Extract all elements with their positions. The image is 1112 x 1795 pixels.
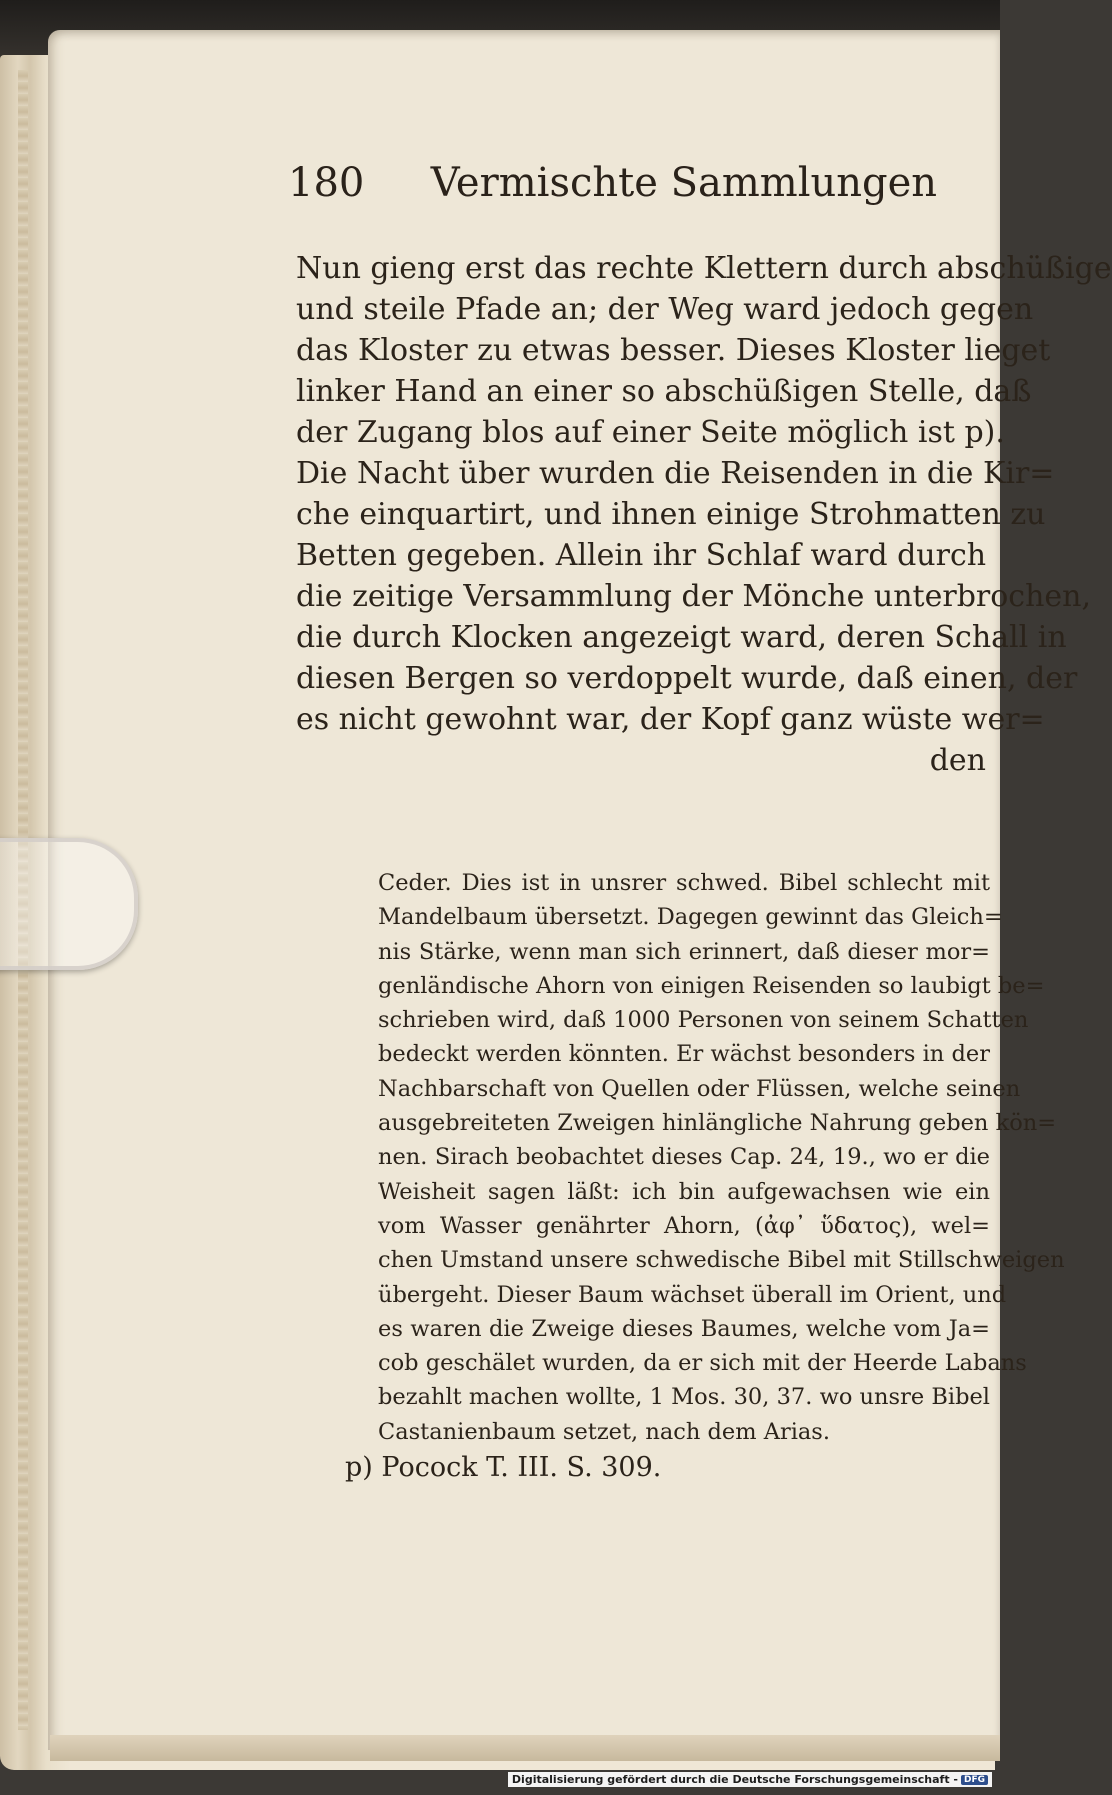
page-number: 180: [288, 160, 365, 206]
footnote: p) Pocock T. III. S. 309.: [345, 1452, 662, 1483]
note-line: schrieben wird, daß 1000 Personen von seinem Schatten: [378, 1007, 1029, 1034]
text-line: den: [929, 743, 986, 778]
note-line: nis Stärke, wenn man sich erinnert, daß dieser mor=: [378, 938, 990, 965]
note-line: genländische Ahorn von einigen Reisenden so laubigt be=: [378, 972, 1045, 999]
note-line: ausgebreiteten Zweigen hinlängliche Nahrung geben kön=: [378, 1110, 1057, 1137]
text-line: und steile Pfade an; der Weg ward jedoch gegen: [296, 292, 1034, 327]
text-line: Nun gieng erst das rechte Klettern durch abschüßige: [296, 251, 1112, 286]
dfg-logo: DFG: [961, 1775, 988, 1785]
note-line: bezahlt machen wollte, 1 Mos. 30, 37. wo unsre Bibel: [378, 1384, 990, 1411]
note-line: Ceder. Dies ist in unsrer schwed. Bibel schlecht mit: [378, 870, 990, 896]
note-line: übergeht. Dieser Baum wächset überall im Orient, und: [378, 1281, 1007, 1308]
note-line: Weisheit sagen läßt: ich bin aufgewachsen wie ein: [378, 1178, 990, 1205]
text-line: der Zugang blos auf einer Seite möglich ist p).: [296, 415, 1005, 450]
text-line: linker Hand an einer so abschüßigen Stelle, daß: [296, 374, 1032, 409]
page-bottom-edge: [50, 1735, 1000, 1761]
running-title: Vermischte Sammlungen: [430, 160, 938, 206]
text-line: die zeitige Versammlung der Mönche unterbrochen,: [296, 579, 1092, 614]
note-line: Mandelbaum übersetzt. Dagegen gewinnt das Gleich=: [378, 904, 1003, 931]
text-line: Betten gegeben. Allein ihr Schlaf ward durch: [296, 538, 987, 573]
note-line: cob geschälet wurden, da er sich mit der Heerde Labans: [378, 1350, 1027, 1377]
text-line: Die Nacht über wurden die Reisenden in die Kir=: [296, 456, 1055, 491]
note-line: vom Wasser genährter Ahorn, (ἀφ᾽ ὕδατος), wel=: [378, 1212, 990, 1239]
text-line: die durch Klocken angezeigt ward, deren Schall in: [296, 620, 1067, 655]
text-line: das Kloster zu etwas besser. Dieses Kloster lieget: [296, 333, 1051, 368]
main-text: [296, 248, 1112, 781]
text-line: che einquartirt, und ihnen einige Strohmatten zu: [296, 497, 1046, 532]
note-line: chen Umstand unsere schwedische Bibel mit Stillschweigen: [378, 1247, 1065, 1274]
text-line: diesen Bergen so verdoppelt wurde, daß einen, der: [296, 661, 1078, 696]
page-header: [288, 160, 937, 206]
note-line: nen. Sirach beobachtet dieses Cap. 24, 19., wo er die: [378, 1144, 990, 1171]
note-line: Nachbarschaft von Quellen oder Flüssen, welche seinen: [378, 1075, 1021, 1102]
digitization-credit: [508, 1772, 992, 1787]
commentary-note: [378, 866, 1065, 1449]
text-line: es nicht gewohnt war, der Kopf ganz wüste wer=: [296, 702, 1045, 737]
note-line: Castanienbaum setzet, nach dem Arias.: [378, 1418, 831, 1445]
credit-text: Digitalisierung gefördert durch die Deutsche Forschungsgemeinschaft -: [511, 1773, 958, 1786]
note-line: bedeckt werden könnten. Er wächst besonders in der: [378, 1041, 990, 1068]
note-line: es waren die Zweige dieses Baumes, welche vom Ja=: [378, 1315, 990, 1342]
page-clip: [0, 838, 138, 970]
